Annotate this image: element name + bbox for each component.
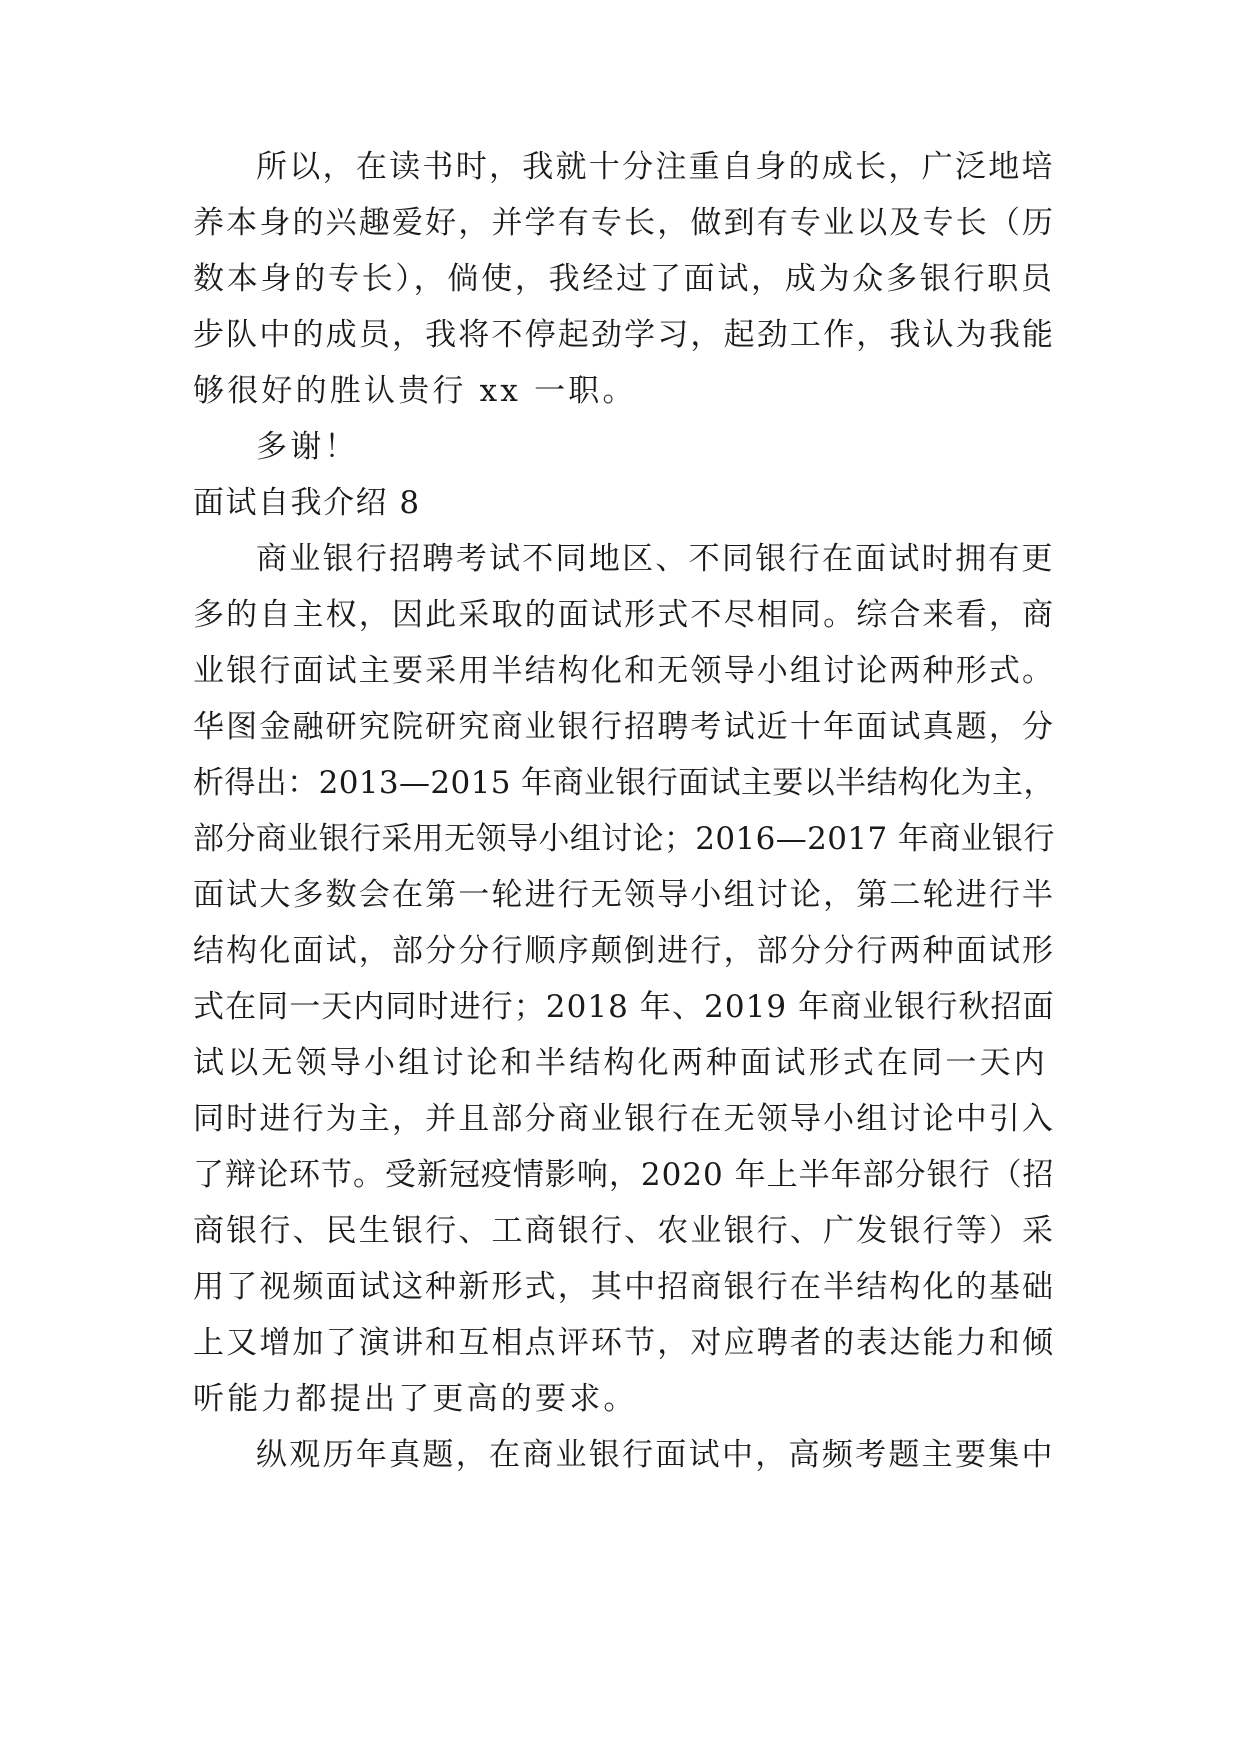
paragraph-line: 华图金融研究院研究商业银行招聘考试近十年面试真题，分 [193, 709, 1056, 745]
paragraph-line: 试以无领导小组讨论和半结构化两种面试形式在同一天内 [193, 1045, 1048, 1081]
paragraph-line: 商银行、民生银行、工商银行、农业银行、广发银行等）采 [193, 1213, 1056, 1249]
paragraph-line: 所以，在读书时，我就十分注重自身的成长，广泛地培 [256, 149, 1055, 185]
paragraph-line: 析得出：2013—2015 年商业银行面试主要以半结构化为主， [193, 765, 1055, 801]
paragraph-line: 用了视频面试这种新形式，其中招商银行在半结构化的基础 [193, 1269, 1056, 1305]
paragraph-line: 了辩论环节。受新冠疫情影响，2020 年上半年部分银行（招 [193, 1157, 1055, 1193]
paragraph-line: 部分商业银行采用无领导小组讨论；2016—2017 年商业银行 [193, 821, 1055, 857]
paragraph-line: 多谢！ [256, 429, 359, 465]
paragraph-line: 商业银行招聘考试不同地区、不同银行在面试时拥有更 [256, 541, 1055, 577]
paragraph-line: 业银行面试主要采用半结构化和无领导小组讨论两种形式。 [193, 653, 1056, 689]
paragraph-line: 养本身的兴趣爱好，并学有专长，做到有专业以及专长（历 [193, 205, 1056, 241]
paragraph-line: 同时进行为主，并且部分商业银行在无领导小组讨论中引入 [193, 1101, 1056, 1137]
paragraph-line: 听能力都提出了更高的要求。 [193, 1381, 638, 1417]
paragraph-line: 上又增加了演讲和互相点评环节，对应聘者的表达能力和倾 [193, 1325, 1056, 1361]
paragraph-line: 多的自主权，因此采取的面试形式不尽相同。综合来看，商 [193, 597, 1056, 633]
paragraph-line: 面试大多数会在第一轮进行无领导小组讨论，第二轮进行半 [193, 877, 1056, 913]
section-heading: 面试自我介绍 8 [193, 485, 421, 521]
paragraph-line: 数本身的专长），倘使，我经过了面试，成为众多银行职员 [193, 261, 1055, 297]
paragraph-line: 结构化面试，部分分行顺序颠倒进行，部分分行两种面试形 [193, 933, 1056, 969]
paragraph-line: 够很好的胜认贵行 xx 一职。 [193, 373, 637, 409]
paragraph-line: 步队中的成员，我将不停起劲学习，起劲工作，我认为我能 [193, 317, 1056, 353]
paragraph-line: 纵观历年真题，在商业银行面试中，高频考题主要集中 [256, 1437, 1055, 1473]
paragraph-line: 式在同一天内同时进行；2018 年、2019 年商业银行秋招面 [193, 989, 1055, 1025]
